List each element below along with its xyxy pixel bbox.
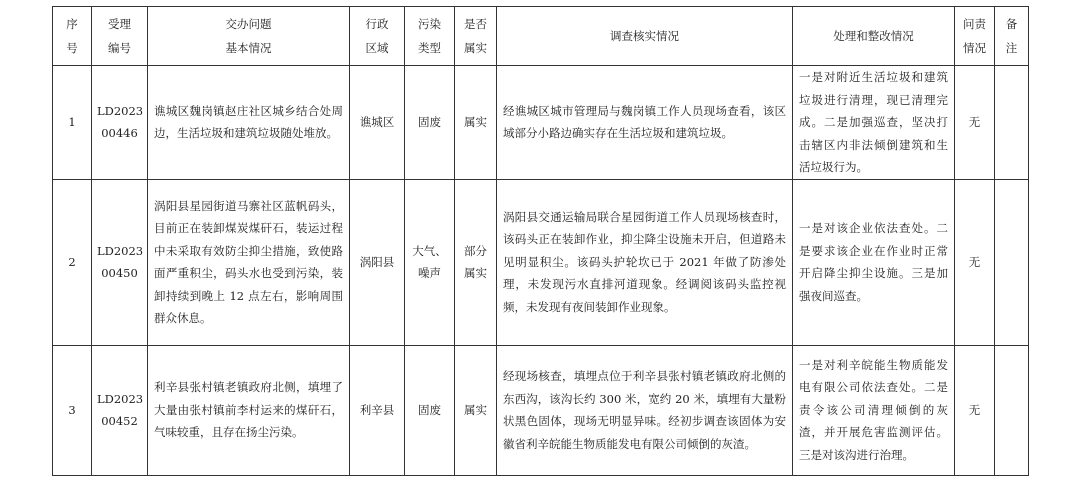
header-id: 受理 编号 bbox=[92, 7, 148, 66]
cell-problem: 谯城区魏岗镇赵庄社区城乡结合处周边，生活垃圾和建筑垃圾随处堆放。 bbox=[148, 66, 350, 180]
cell-region: 利辛县 bbox=[350, 345, 405, 475]
cell-true: 属实 bbox=[455, 345, 497, 475]
cell-region: 涡阳县 bbox=[350, 179, 405, 345]
cell-type: 固废 bbox=[405, 345, 455, 475]
cell-true: 属实 bbox=[455, 66, 497, 180]
cell-investigation: 涡阳县交通运输局联合星园街道工作人员现场核查时，该码头正在装卸作业，抑尘降尘设施未开启，但道路未见明显积尘。该码头护轮坎已于 2021 年做了防渗处理，未发现污水直排河道现象。经调阅该码头监控视频，未发现有夜间装卸作业现象。 bbox=[497, 179, 793, 345]
cell-problem: 利辛县张村镇老镇政府北侧，填埋了大量由张村镇前李村运来的煤矸石，气味较重，且存在扬尘污染。 bbox=[148, 345, 350, 475]
cell-investigation: 经现场核查，填埋点位于利辛县张村镇老镇政府北侧的东西沟，该沟长约 300 米，宽约 20 米，填埋有大量粉状黑色固体，现场无明显异味。经初步调查该固体为安徽省利辛皖能生物质能发电有限公司倾倒的灰渣。 bbox=[497, 345, 793, 475]
cell-accountability: 无 bbox=[955, 66, 995, 180]
header-no: 序 号 bbox=[53, 7, 92, 66]
table-row bbox=[53, 66, 1029, 180]
cell-remark bbox=[995, 179, 1029, 345]
header-region: 行政 区域 bbox=[350, 7, 405, 66]
header-row bbox=[53, 7, 1029, 66]
complaint-table bbox=[52, 6, 1029, 476]
cell-id: LD2023 00446 bbox=[92, 66, 148, 180]
cell-id: LD2023 00452 bbox=[92, 345, 148, 475]
cell-no: 3 bbox=[53, 345, 92, 475]
cell-type: 大气、 噪声 bbox=[405, 179, 455, 345]
table-row bbox=[53, 179, 1029, 345]
cell-true: 部分 属实 bbox=[455, 179, 497, 345]
cell-no: 2 bbox=[53, 179, 92, 345]
header-problem: 交办问题 基本情况 bbox=[148, 7, 350, 66]
table-row bbox=[53, 345, 1029, 475]
cell-handling: 一是对该企业依法查处。二是要求该企业在作业时正常开启降尘抑尘设施。三是加强夜间巡查。 bbox=[793, 179, 955, 345]
cell-accountability: 无 bbox=[955, 345, 995, 475]
cell-remark bbox=[995, 345, 1029, 475]
cell-accountability: 无 bbox=[955, 179, 995, 345]
header-accountability: 问责 情况 bbox=[955, 7, 995, 66]
cell-no: 1 bbox=[53, 66, 92, 180]
cell-investigation: 经谯城区城市管理局与魏岗镇工作人员现场查看，该区域部分小路边确实存在生活垃圾和建筑垃圾。 bbox=[497, 66, 793, 180]
cell-region: 谯城区 bbox=[350, 66, 405, 180]
table-wrapper bbox=[52, 6, 1029, 476]
cell-problem: 涡阳县星园街道马寨社区蓝帆码头，目前正在装卸煤炭煤矸石，装运过程中未采取有效防尘抑尘措施，致使路面严重积尘，码头水也受到污染，装卸持续到晚上 12 点左右，影响周围群众休息。 bbox=[148, 179, 350, 345]
cell-type: 固废 bbox=[405, 66, 455, 180]
cell-id: LD2023 00450 bbox=[92, 179, 148, 345]
header-true: 是否 属实 bbox=[455, 7, 497, 66]
header-remark: 备 注 bbox=[995, 7, 1029, 66]
header-type: 污染 类型 bbox=[405, 7, 455, 66]
cell-handling: 一是对利辛皖能生物质能发电有限公司依法查处。二是责令该公司清理倾倒的灰渣，并开展危害监测评估。三是对该沟进行治理。 bbox=[793, 345, 955, 475]
header-investigation: 调查核实情况 bbox=[497, 7, 793, 66]
cell-remark bbox=[995, 66, 1029, 180]
header-handling: 处理和整改情况 bbox=[793, 7, 955, 66]
cell-handling: 一是对附近生活垃圾和建筑垃圾进行清理，现已清理完成。二是加强巡查，坚决打击辖区内非法倾倒建筑和生活垃圾行为。 bbox=[793, 66, 955, 180]
